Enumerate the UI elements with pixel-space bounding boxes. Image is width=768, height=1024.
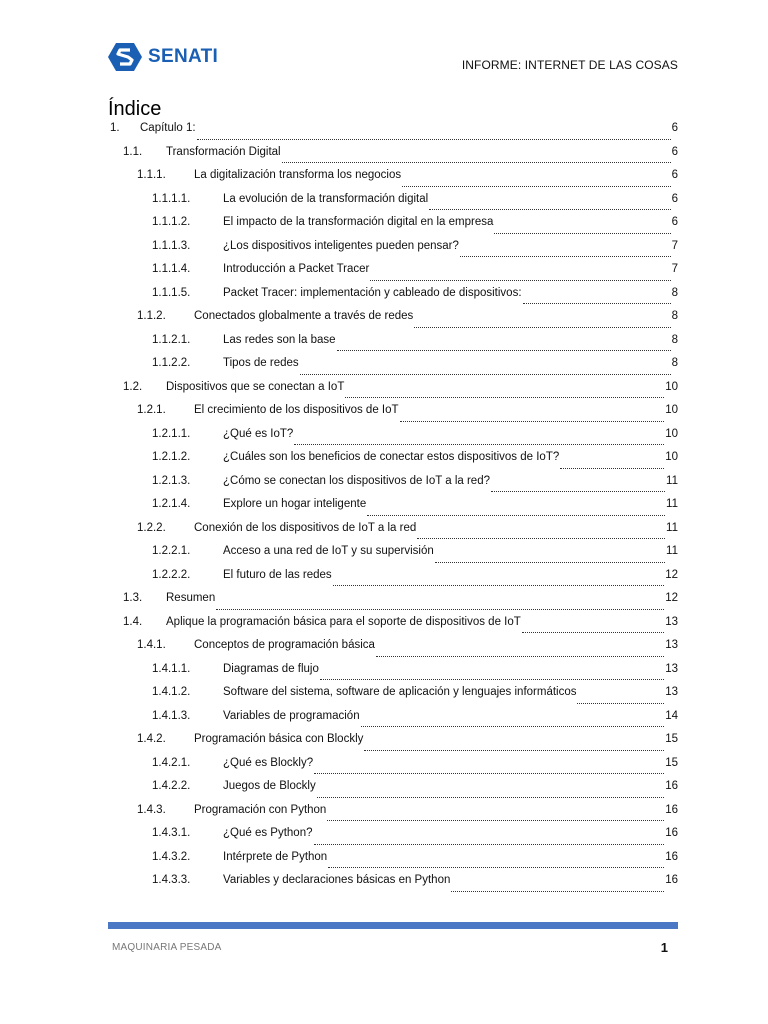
page-number: 1 <box>660 940 668 955</box>
toc-entry-number: 1.4.1.3. <box>152 709 191 722</box>
toc-leader-dots <box>317 797 665 798</box>
toc-entry-title: Intérprete de Python <box>223 850 328 863</box>
toc-entry-title: ¿Qué es Python? <box>223 827 313 839</box>
toc-entry-title: El crecimiento de los dispositivos de IoT <box>194 404 399 416</box>
toc-entry[interactable] <box>108 193 678 217</box>
toc-leader-dots <box>314 844 665 845</box>
toc-entry-title: Aplique la programación básica para el soporte de dispositivos de IoT <box>166 615 521 628</box>
toc-entry-page: 10 <box>665 427 678 440</box>
toc-entry-number: 1.1.2.2. <box>152 357 191 369</box>
toc-entry-title: ¿Cuáles son los beneficios de conectar estos dispositivos de IoT? <box>223 451 560 463</box>
toc-leader-dots <box>367 515 665 516</box>
toc-entry-number: 1.1.2.1. <box>152 333 191 346</box>
toc-entry-page: 8 <box>671 286 678 299</box>
toc-entry-page: 6 <box>671 216 678 228</box>
toc-entry-page: 6 <box>671 145 678 158</box>
toc-entry[interactable] <box>108 710 678 734</box>
toc-entry-number: 1.4.3.3. <box>152 874 191 886</box>
index-title: Índice <box>108 98 162 120</box>
toc-entry[interactable] <box>108 733 678 757</box>
toc-entry[interactable] <box>108 827 678 851</box>
toc-entry-page: 16 <box>665 780 678 792</box>
footer-bar <box>108 922 678 929</box>
toc-entry-title: El impacto de la transformación digital en la empresa <box>223 216 494 228</box>
toc-entry-number: 1.2.1.4. <box>152 498 191 510</box>
toc-leader-dots <box>376 656 664 657</box>
toc-entry-number: 1.2.1.2. <box>152 451 191 463</box>
toc-entry[interactable] <box>108 851 678 875</box>
senati-logo-icon <box>108 42 142 72</box>
toc-entry-page: 16 <box>665 803 678 816</box>
toc-entry[interactable] <box>108 216 678 240</box>
toc-leader-dots <box>333 585 665 586</box>
toc-entry-title: Variables de programación <box>223 709 360 722</box>
toc-leader-dots <box>328 867 664 868</box>
toc-leader-dots <box>364 750 664 751</box>
toc-entry-title: Variables y declaraciones básicas en Python <box>223 874 451 886</box>
toc-entry-number: 1.2.2.1. <box>152 545 191 557</box>
toc-entry-number: 1.4.1.1. <box>152 662 191 675</box>
toc-leader-dots <box>400 421 665 422</box>
toc-entry-title: ¿Los dispositivos inteligentes pueden pensar? <box>223 239 459 252</box>
toc-leader-dots <box>345 397 664 398</box>
toc-entry[interactable] <box>108 357 678 381</box>
table-of-contents <box>108 122 678 898</box>
toc-entry-title: Tipos de redes <box>223 357 299 369</box>
toc-entry-title: Conceptos de programación básica <box>194 639 375 651</box>
toc-entry[interactable] <box>108 169 678 193</box>
toc-entry[interactable] <box>108 310 678 334</box>
toc-entry[interactable] <box>108 639 678 663</box>
toc-entry-page: 13 <box>665 639 678 651</box>
toc-entry[interactable] <box>108 240 678 264</box>
toc-entry-title: Capítulo 1: <box>140 122 196 134</box>
toc-entry-page: 10 <box>665 380 678 393</box>
toc-entry-page: 11 <box>666 521 678 534</box>
toc-entry[interactable] <box>108 780 678 804</box>
toc-leader-dots <box>451 891 664 892</box>
toc-entry-title: Software del sistema, software de aplicación y lenguajes informáticos <box>223 686 577 698</box>
toc-leader-dots <box>314 773 664 774</box>
toc-entry-page: 8 <box>671 310 678 322</box>
toc-entry[interactable] <box>108 404 678 428</box>
toc-entry[interactable] <box>108 874 678 898</box>
toc-entry-page: 10 <box>665 404 678 416</box>
toc-entry[interactable] <box>108 381 678 405</box>
toc-entry-title: Juegos de Blockly <box>223 780 316 792</box>
logo-text: SENATI <box>148 46 219 67</box>
toc-entry-page: 8 <box>671 333 678 346</box>
toc-entry-title: El futuro de las redes <box>223 568 332 581</box>
toc-entry-page: 10 <box>665 451 678 463</box>
toc-leader-dots <box>370 280 670 281</box>
toc-entry-page: 8 <box>671 357 678 369</box>
toc-entry-number: 1.4.3.1. <box>152 827 191 839</box>
toc-entry-title: ¿Qué es Blockly? <box>223 756 314 769</box>
toc-leader-dots <box>294 444 664 445</box>
toc-entry-title: Acceso a una red de IoT y su supervisión <box>223 545 434 557</box>
toc-entry-title: Dispositivos que se conectan a IoT <box>166 380 345 393</box>
toc-entry[interactable] <box>108 451 678 475</box>
toc-entry[interactable] <box>108 804 678 828</box>
toc-entry-number: 1.2.1. <box>137 404 166 416</box>
toc-entry-page: 16 <box>665 827 678 839</box>
toc-entry-title: Introducción a Packet Tracer <box>223 263 370 275</box>
toc-entry-number: 1.4.3.2. <box>152 850 191 863</box>
toc-entry-number: 1.4.2.2. <box>152 780 191 792</box>
toc-entry-title: Programación básica con Blockly <box>194 733 364 745</box>
toc-leader-dots <box>491 491 665 492</box>
toc-leader-dots <box>361 726 665 727</box>
toc-leader-dots <box>320 679 664 680</box>
toc-entry-title: Diagramas de flujo <box>223 662 319 675</box>
toc-entry-number: 1.1.1.5. <box>152 286 191 299</box>
toc-entry-title: Programación con Python <box>194 803 327 816</box>
footer-text: MAQUINARIA PESADA <box>112 942 222 953</box>
toc-entry-number: 1.4. <box>123 615 143 628</box>
toc-entry[interactable] <box>108 287 678 311</box>
toc-entry-title: Transformación Digital <box>166 145 281 158</box>
toc-entry-number: 1.1. <box>123 145 143 158</box>
toc-entry-page: 11 <box>666 545 678 557</box>
toc-entry-title: Las redes son la base <box>223 333 336 346</box>
toc-entry[interactable] <box>108 663 678 687</box>
toc-leader-dots <box>577 703 664 704</box>
toc-leader-dots <box>282 162 671 163</box>
toc-entry-title: ¿Cómo se conectan los dispositivos de IoT a la red? <box>223 474 490 487</box>
toc-entry-number: 1.4.2.1. <box>152 756 191 769</box>
toc-entry-number: 1.1.1.1. <box>152 192 191 205</box>
toc-entry-page: 6 <box>671 192 678 205</box>
toc-entry-number: 1.2. <box>123 380 143 393</box>
toc-entry-page: 12 <box>665 568 678 581</box>
toc-entry-page: 15 <box>665 733 678 745</box>
toc-entry-page: 13 <box>665 662 678 675</box>
toc-entry[interactable] <box>108 498 678 522</box>
toc-entry-number: 1.2.2.2. <box>152 568 191 581</box>
toc-entry-page: 12 <box>665 592 678 604</box>
toc-leader-dots <box>414 327 670 328</box>
toc-leader-dots <box>560 468 664 469</box>
toc-entry-page: 11 <box>666 474 678 487</box>
toc-entry-page: 16 <box>665 874 678 886</box>
toc-entry-title: La digitalización transforma los negocios <box>194 169 402 181</box>
toc-entry-title: Conexión de los dispositivos de IoT a la red <box>194 521 417 534</box>
toc-entry-page: 15 <box>665 756 678 769</box>
toc-entry-page: 6 <box>671 122 678 134</box>
toc-entry-number: 1.2.2. <box>137 521 166 534</box>
toc-entry-number: 1.1.1.2. <box>152 216 191 228</box>
senati-logo <box>108 42 218 72</box>
toc-entry-number: 1.4.1. <box>137 639 166 651</box>
toc-entry-page: 7 <box>671 239 678 252</box>
toc-entry-page: 14 <box>665 709 678 722</box>
toc-leader-dots <box>300 374 671 375</box>
toc-entry[interactable] <box>108 334 678 358</box>
toc-entry-page: 7 <box>671 263 678 275</box>
toc-entry-number: 1.2.1.1. <box>152 427 191 440</box>
toc-entry-title: Packet Tracer: implementación y cableado de dispositivos: <box>223 286 522 299</box>
toc-entry[interactable] <box>108 569 678 593</box>
toc-entry-page: 11 <box>666 498 678 510</box>
toc-entry-title: Conectados globalmente a través de redes <box>194 310 414 322</box>
toc-entry-page: 13 <box>665 686 678 698</box>
toc-entry[interactable] <box>108 263 678 287</box>
toc-entry-title: Resumen <box>166 592 216 604</box>
toc-leader-dots <box>523 303 671 304</box>
toc-entry-number: 1.4.2. <box>137 733 166 745</box>
toc-leader-dots <box>337 350 671 351</box>
toc-entry-number: 1.3. <box>123 592 143 604</box>
toc-entry[interactable] <box>108 428 678 452</box>
toc-entry-page: 16 <box>665 850 678 863</box>
toc-entry-title: Explore un hogar inteligente <box>223 498 367 510</box>
toc-entry[interactable] <box>108 522 678 546</box>
toc-entry-page: 13 <box>665 615 678 628</box>
toc-entry-number: 1.2.1.3. <box>152 474 191 487</box>
toc-entry-title: La evolución de la transformación digital <box>223 192 429 205</box>
report-title: INFORME: INTERNET DE LAS COSAS <box>461 58 678 72</box>
toc-leader-dots <box>197 139 671 140</box>
toc-leader-dots <box>435 562 665 563</box>
toc-leader-dots <box>522 632 664 633</box>
toc-entry[interactable] <box>108 146 678 170</box>
toc-entry-number: 1.1.2. <box>137 310 166 322</box>
toc-entry[interactable] <box>108 122 678 146</box>
toc-entry-number: 1.4.3. <box>137 803 166 816</box>
toc-leader-dots <box>417 538 665 539</box>
toc-entry-page: 6 <box>671 169 678 181</box>
toc-entry[interactable] <box>108 757 678 781</box>
toc-entry[interactable] <box>108 475 678 499</box>
toc-entry-number: 1. <box>110 122 120 134</box>
toc-entry[interactable] <box>108 616 678 640</box>
toc-leader-dots <box>216 609 664 610</box>
toc-entry-number: 1.4.1.2. <box>152 686 191 698</box>
toc-entry-number: 1.1.1.4. <box>152 263 191 275</box>
toc-entry-number: 1.1.1. <box>137 169 166 181</box>
toc-entry[interactable] <box>108 545 678 569</box>
toc-leader-dots <box>494 233 670 234</box>
toc-entry[interactable] <box>108 592 678 616</box>
toc-entry-number: 1.1.1.3. <box>152 239 191 252</box>
toc-entry-title: ¿Qué es IoT? <box>223 427 294 440</box>
toc-leader-dots <box>429 209 670 210</box>
toc-leader-dots <box>402 186 670 187</box>
toc-entry[interactable] <box>108 686 678 710</box>
toc-leader-dots <box>460 256 671 257</box>
toc-leader-dots <box>327 820 664 821</box>
